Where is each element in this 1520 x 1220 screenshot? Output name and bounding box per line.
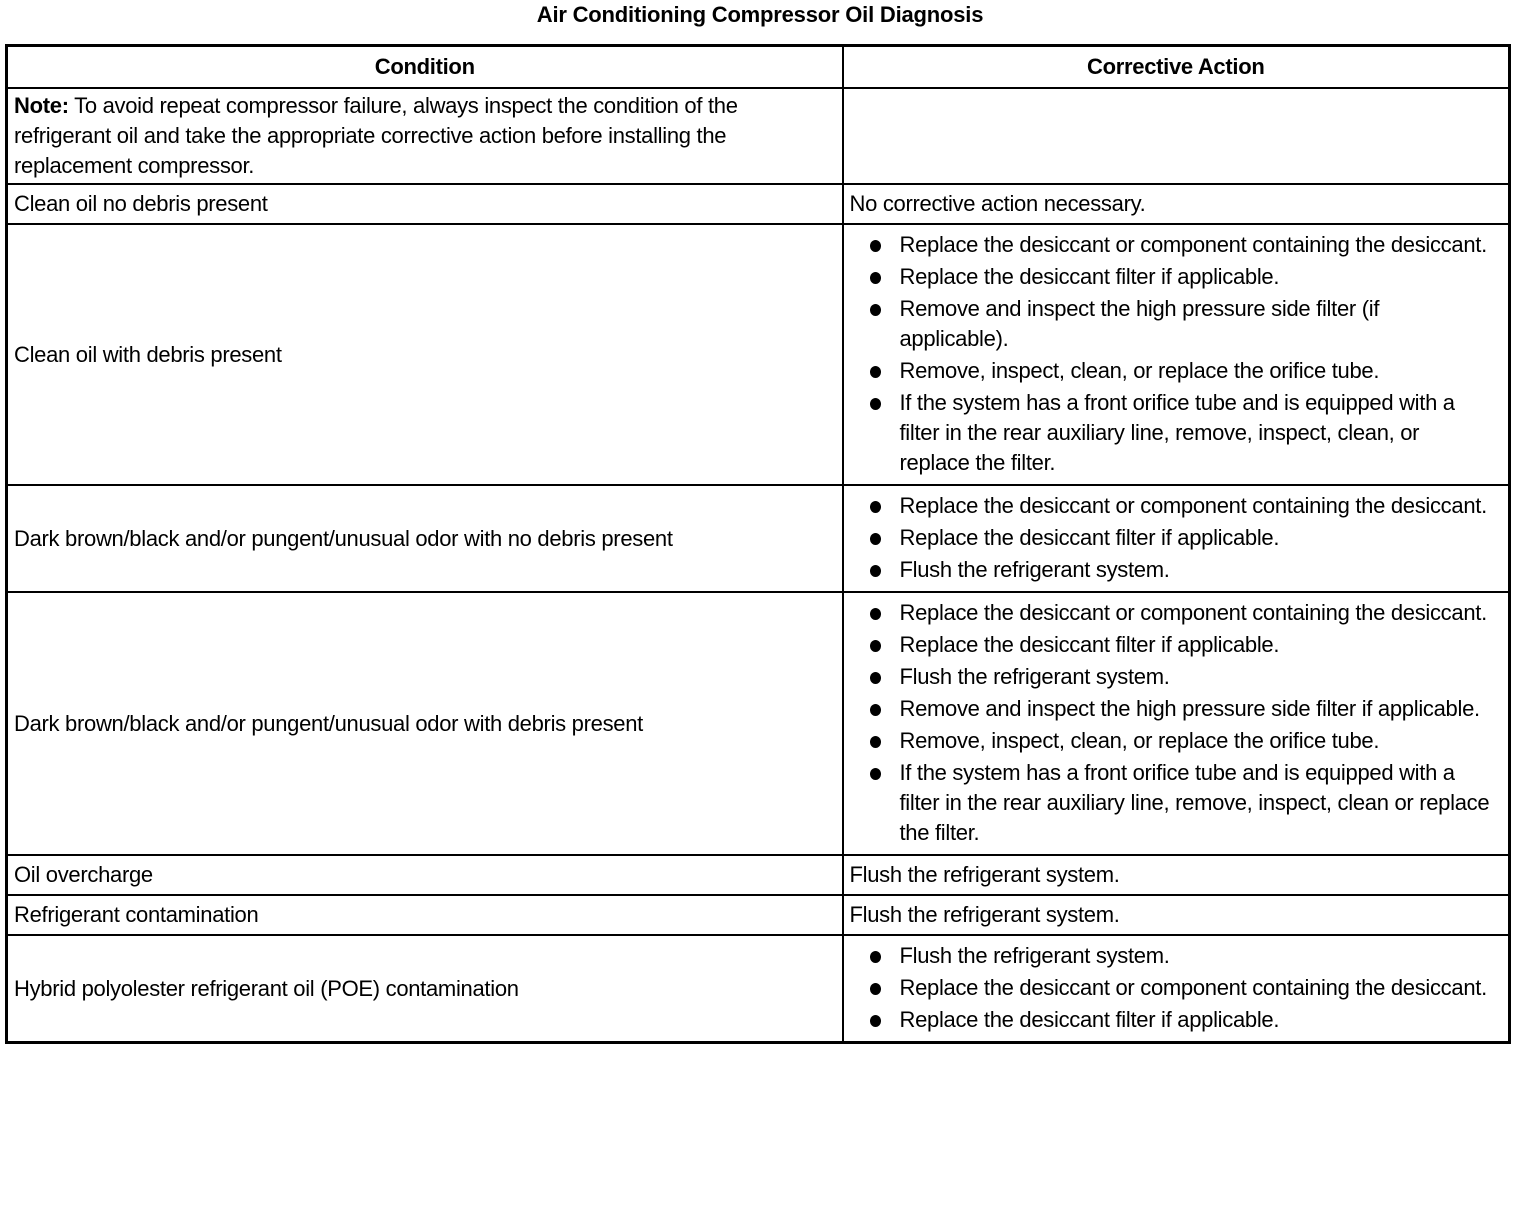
action-item <box>850 941 1503 971</box>
action-item <box>850 230 1503 260</box>
bullet-icon <box>870 533 881 545</box>
oil-diagnosis-table <box>5 44 1511 1044</box>
action-list <box>850 486 1503 591</box>
action-item <box>850 555 1503 585</box>
bullet-icon <box>870 565 881 577</box>
bullet-icon <box>870 240 881 252</box>
condition-cell: Dark brown/black and/or pungent/unusual odor with no debris present <box>7 485 843 592</box>
action-cell <box>843 224 1510 485</box>
action-item <box>850 973 1503 1003</box>
bullet-icon <box>870 951 881 963</box>
action-item-text: Replace the desiccant or component containing the desiccant. <box>899 600 1487 625</box>
condition-cell: Refrigerant contamination <box>7 895 843 935</box>
table-row <box>7 895 1510 935</box>
condition-cell: Dark brown/black and/or pungent/unusual odor with debris present <box>7 592 843 855</box>
action-item <box>850 726 1503 756</box>
action-cell: Flush the refrigerant system. <box>843 855 1510 895</box>
table-row <box>7 485 1510 592</box>
bullet-icon <box>870 398 881 410</box>
action-item-text: If the system has a front orifice tube and is equipped with a filter in the rear auxiliary line, remove, inspect, clean or replace the filter. <box>899 760 1490 845</box>
condition-cell: Clean oil no debris present <box>7 184 843 224</box>
action-cell <box>843 592 1510 855</box>
action-item-text: Replace the desiccant filter if applicable. <box>899 632 1280 657</box>
action-item <box>850 523 1503 553</box>
action-list <box>850 593 1503 854</box>
action-item-text: Replace the desiccant filter if applicable. <box>899 525 1280 550</box>
table-row <box>7 855 1510 895</box>
action-item-text: If the system has a front orifice tube and is equipped with a filter in the rear auxiliary line, remove, inspect, clean, or replace the filter. <box>899 390 1455 475</box>
action-item <box>850 598 1503 628</box>
action-item-text: Replace the desiccant or component containing the desiccant. <box>899 975 1487 1000</box>
action-item-text: Replace the desiccant or component containing the desiccant. <box>899 232 1487 257</box>
note-action-cell <box>843 88 1510 184</box>
column-header-condition: Condition <box>7 46 843 89</box>
bullet-icon <box>870 272 881 284</box>
action-cell <box>843 935 1510 1043</box>
action-item-text: Flush the refrigerant system. <box>899 557 1170 582</box>
action-item <box>850 294 1503 354</box>
bullet-icon <box>870 640 881 652</box>
action-item-text: Replace the desiccant filter if applicable. <box>899 264 1280 289</box>
bullet-icon <box>870 608 881 620</box>
action-list <box>850 225 1503 484</box>
bullet-icon <box>870 672 881 684</box>
table-header-row <box>7 46 1510 89</box>
action-item-text: Remove, inspect, clean, or replace the orifice tube. <box>899 358 1380 383</box>
condition-cell: Oil overcharge <box>7 855 843 895</box>
action-cell: No corrective action necessary. <box>843 184 1510 224</box>
bullet-icon <box>870 304 881 316</box>
action-item <box>850 262 1503 292</box>
table-row <box>7 184 1510 224</box>
action-item <box>850 630 1503 660</box>
column-header-corrective-action: Corrective Action <box>843 46 1510 89</box>
action-item <box>850 758 1503 848</box>
action-item-text: Remove, inspect, clean, or replace the orifice tube. <box>899 728 1380 753</box>
action-item-text: Flush the refrigerant system. <box>899 943 1170 968</box>
table-row <box>7 224 1510 485</box>
bullet-icon <box>870 704 881 716</box>
action-item <box>850 1005 1503 1035</box>
action-item-text: Replace the desiccant or component containing the desiccant. <box>899 493 1487 518</box>
action-list <box>850 936 1503 1041</box>
note-cell <box>7 88 843 184</box>
bullet-icon <box>870 501 881 513</box>
action-cell <box>843 485 1510 592</box>
condition-cell: Hybrid polyolester refrigerant oil (POE) contamination <box>7 935 843 1043</box>
action-item <box>850 356 1503 386</box>
bullet-icon <box>870 768 881 780</box>
bullet-icon <box>870 1015 881 1027</box>
note-label: Note: <box>14 93 69 118</box>
action-item <box>850 388 1503 478</box>
action-item <box>850 662 1503 692</box>
note-text: To avoid repeat compressor failure, always inspect the condition of the refrigerant oil and take the appropriate corrective action before installing the replacement compressor. <box>14 93 738 178</box>
note-row <box>7 88 1510 184</box>
table-row <box>7 592 1510 855</box>
action-item <box>850 491 1503 521</box>
action-item-text: Replace the desiccant filter if applicable. <box>899 1007 1280 1032</box>
action-item-text: Flush the refrigerant system. <box>899 664 1170 689</box>
bullet-icon <box>870 983 881 995</box>
document-title: Air Conditioning Compressor Oil Diagnosis <box>536 2 984 27</box>
table-row <box>7 935 1510 1043</box>
bullet-icon <box>870 736 881 748</box>
action-cell: Flush the refrigerant system. <box>843 895 1510 935</box>
bullet-icon <box>870 366 881 378</box>
condition-cell: Clean oil with debris present <box>7 224 843 485</box>
action-item-text: Remove and inspect the high pressure side filter (if applicable). <box>899 296 1380 351</box>
action-item <box>850 694 1503 724</box>
action-item-text: Remove and inspect the high pressure side filter if applicable. <box>899 696 1480 721</box>
